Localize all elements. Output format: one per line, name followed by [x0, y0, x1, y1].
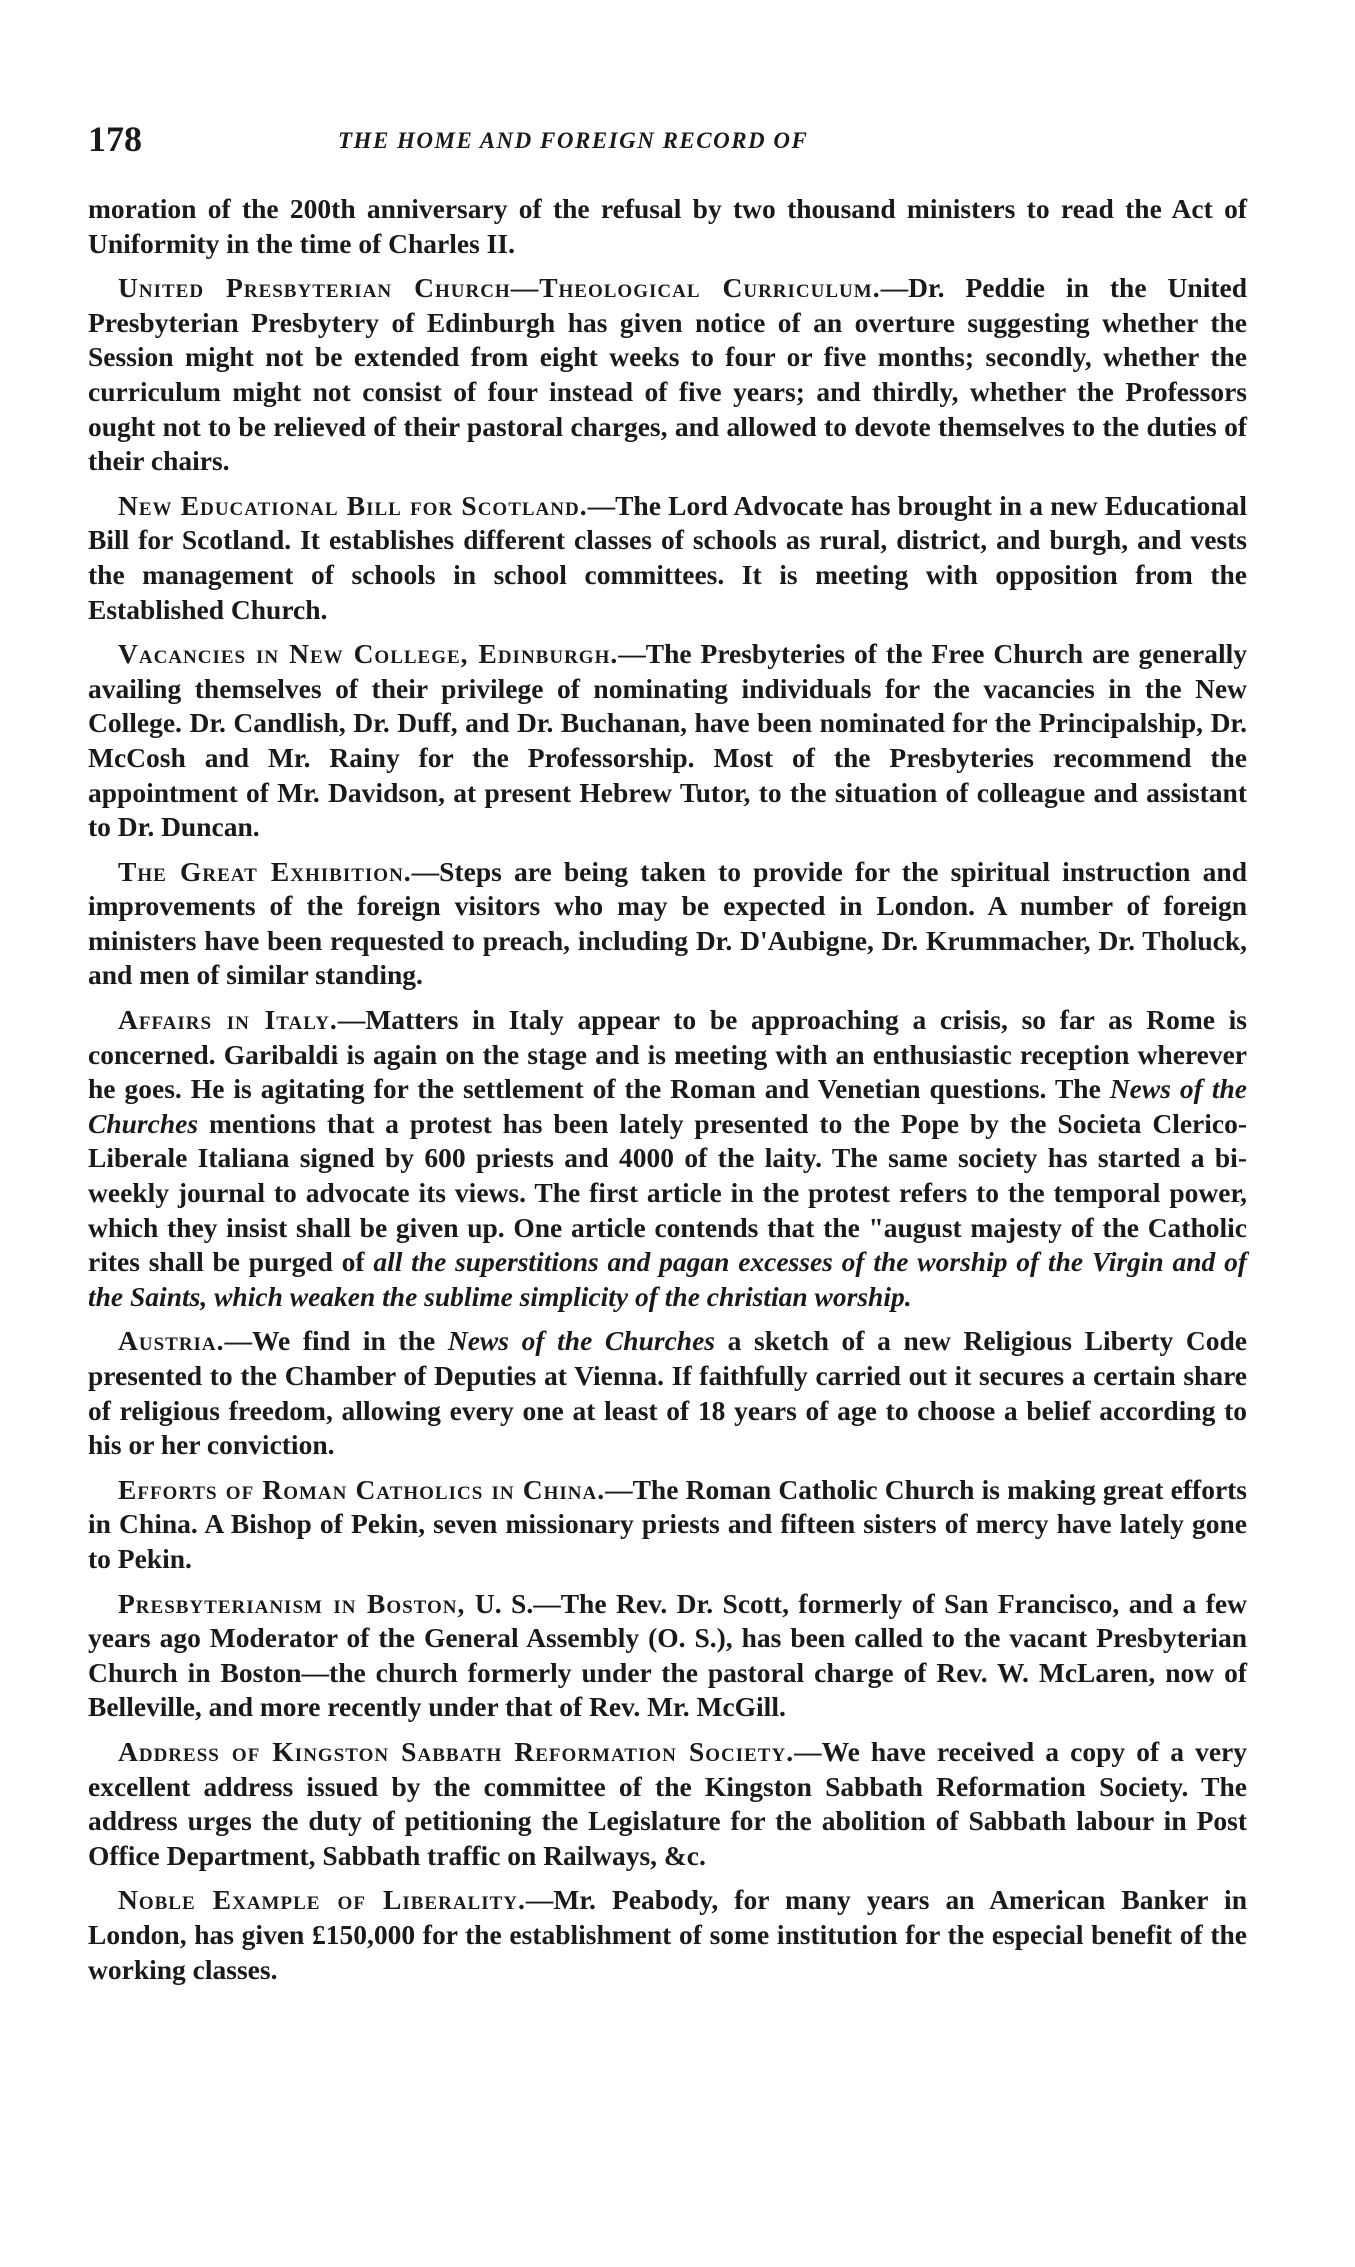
running-head [88, 118, 1247, 162]
section-heading: Noble Example of Liberality. [118, 1884, 526, 1916]
section-heading: Austria. [118, 1325, 225, 1357]
paragraph-china [88, 1473, 1247, 1577]
paragraph-text: —Dr. Peddie in the United Presbyterian Presbytery of Edinburgh has given notice of an overture suggesting whether the Session might not be extended from eight weeks to four or five months; secondly, whether the curriculum might not consist of four instead of five years; and thirdly, whether the Professors ought not to be relieved of their pastoral charges, and allowed to devote themselves to the duties of their chairs. [88, 272, 1247, 477]
paragraph-text: U. S.—The Rev. Dr. Scott, formerly of San Francisco, and a few years ago Moderator of the General Assembly (O. S.), has been called to the vacant Presbyterian Church in Boston—the church formerly under the pastoral charge of Rev. W. McLaren, now of Belleville, and more recently under that of Rev. Mr. McGill. [88, 1587, 1247, 1723]
article-body [88, 192, 1247, 1987]
paragraph-up-church [88, 271, 1247, 479]
paragraph-text: —The Lord Advocate has brought in a new Educational Bill for Scotland. It establishes different classes of schools as rural, district, and burgh, and vests the management of schools in school committees. It is meeting with opposition from the Established Church. [88, 489, 1247, 625]
section-heading: Presbyterianism in Boston, [118, 1587, 466, 1619]
running-title: THE HOME AND FOREIGN RECORD OF [338, 128, 809, 153]
section-heading: United Presbyterian Church—Theological Curriculum. [118, 272, 881, 304]
section-heading: Efforts of Roman Catholics in China. [118, 1473, 606, 1505]
paragraph-liberality [88, 1883, 1247, 1987]
section-heading: Vacancies in New College, Edinburgh. [118, 638, 619, 670]
page-number: 178 [88, 119, 142, 159]
paragraph-austria [88, 1324, 1247, 1462]
paragraph-text: moration of the 200th anniversary of the refusal by two thousand ministers to read the Act of Uniformity in the time of Charles II. [88, 193, 1247, 259]
italic-quotation: all the superstitions and pagan excesses of the worship of the Virgin and of the Saints, which weaken the sublime simplicity of the christian worship. [88, 1246, 1247, 1312]
paragraph-great-exhibition [88, 855, 1247, 993]
paragraph-boston [88, 1587, 1247, 1725]
paragraph-text: —Matters in Italy appear to be approaching a crisis, so far as Rome is concerned. Garibaldi is again on the stage and is meeting with an enthusiastic reception wherever he goes. He is agitating for the settlement of the Roman and Venetian questions. The [88, 1004, 1247, 1105]
paragraph-italy [88, 1003, 1247, 1314]
paragraph-text: —The Roman Catholic Church is making great efforts in China. A Bishop of Pekin, seven missionary priests and fifteen sisters of mercy have lately gone to Pekin. [88, 1473, 1248, 1574]
italic-title: News of the Churches [88, 1073, 1247, 1139]
paragraph-continuation [88, 192, 1247, 261]
italic-title: News of the Churches [447, 1325, 715, 1357]
paragraph-kingston [88, 1735, 1247, 1873]
paragraph-text: mentions that a protest has been lately presented to the Pope by the Societa Clerico-Liberale Italiana signed by 600 priests and 4000 of the laity. The same society has started a bi-weekly journal to advocate its views. The first article in the protest refers to the temporal power, which they insist shall be given up. One article contends that the "august majesty of the Catholic rites shall be purged of [88, 1107, 1247, 1278]
paragraph-text: a sketch of a new Religious Liberty Code presented to the Chamber of Deputies at Vienna. If faithfully carried out it secures a certain share of religious freedom, allowing every one at least of 18 years of age to choose a belief according to his or her conviction. [88, 1325, 1247, 1461]
paragraph-text: —The Presbyteries of the Free Church are generally availing themselves of their privilege of nominating individuals for the vacancies in the New College. Dr. Candlish, Dr. Duff, and Dr. Buchanan, have been nominated for the Principalship, Dr. McCosh and Mr. Rainy for the Professorship. Most of the Presbyteries recommend the appointment of Mr. Davidson, at present Hebrew Tutor, to the situation of colleague and assistant to Dr. Duncan. [88, 638, 1247, 843]
section-heading: New Educational Bill for Scotland. [118, 489, 588, 521]
paragraph-text: —We have received a copy of a very excellent address issued by the committee of the Kingston Sabbath Reformation Society. The address urges the duty of petitioning the Legislature for the abolition of Sabbath labour in Post Office Department, Sabbath traffic on Railways, &c. [88, 1735, 1247, 1871]
section-heading: Affairs in Italy. [118, 1004, 338, 1036]
paragraph-new-college [88, 637, 1247, 845]
section-heading: Address of Kingston Sabbath Reformation Society. [118, 1735, 795, 1767]
section-heading: The Great Exhibition. [118, 855, 412, 887]
paragraph-text: —Steps are being taken to provide for the spiritual instruction and improvements of the foreign visitors who may be expected in London. A number of foreign ministers have been requested to preach, including Dr. D'Aubigne, Dr. Krummacher, Dr. Tholuck, and men of similar standing. [88, 855, 1247, 991]
paragraph-educational-bill [88, 489, 1247, 627]
paragraph-text: —Mr. Peabody, for many years an American Banker in London, has given £150,000 for the establishment of some institution for the especial benefit of the working classes. [88, 1884, 1247, 1985]
paragraph-text: —We find in the [224, 1325, 448, 1357]
